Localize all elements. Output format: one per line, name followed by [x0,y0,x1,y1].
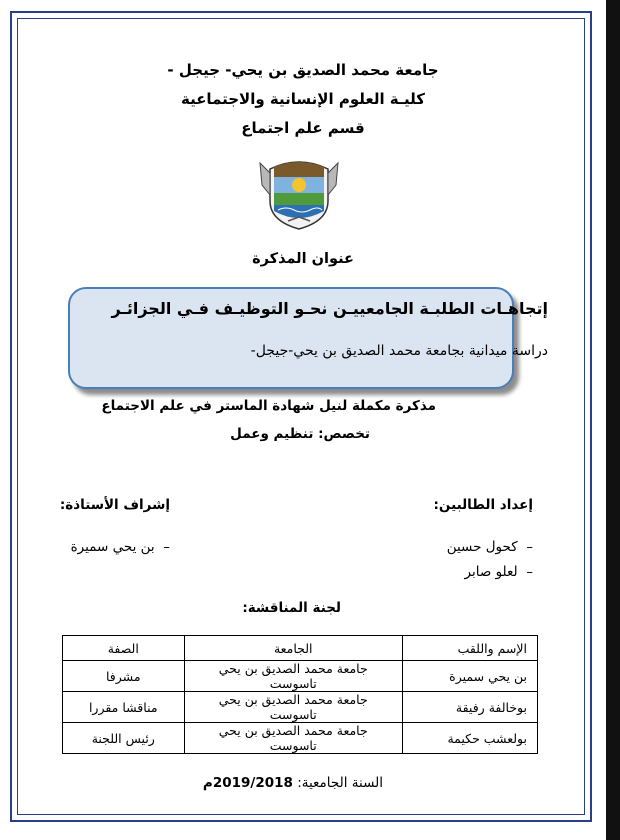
specialty: تخصص: تنظيم وعمل [230,426,370,442]
column-header: الصفة [63,636,185,661]
member-role: مناقشا مقررا [63,692,185,723]
faculty-name: كليـة العلوم الإنسانية والاجتماعية [180,90,426,108]
academic-year-label: السنة الجامعية: [297,775,383,791]
supervisor-name: بن يحي سميرة [70,539,155,555]
member-role: رئيس اللجنة [63,723,185,754]
supervisor-item: – بن يحي سميرة [70,539,170,555]
university-crest-icon [258,155,340,230]
window-edge [606,0,620,840]
student-item: – كحول حسين [446,539,533,555]
university-name: جامعة محمد الصديق بن يحي- جيجل - [167,61,439,79]
thesis-subtitle: دراسة ميدانية بجامعة محمد الصديق بن يحي-جيجل- [250,343,548,359]
academic-year-value: 2019/2018م [202,775,293,791]
member-name: بولعشب حكيمة [402,723,537,754]
member-university: جامعة محمد الصديق بن يحي تاسوست [184,661,402,692]
student-item: – لعلو صابر [464,564,533,580]
thesis-purpose: مذكرة مكملة لنيل شهادة الماستر في علم الاجتماع [101,398,436,414]
committee-label: لجنة المناقشة: [242,600,341,616]
thesis-title: إتجاهـات الطلبـة الجامعييـن نحـو التوظيـف فـي الجزائـر [111,299,548,318]
academic-year [203,775,383,791]
table-row [63,723,538,754]
column-header: الإسم واللقب [402,636,537,661]
member-name: بن يحي سميرة [402,661,537,692]
member-name: بوخالفة رفيقة [402,692,537,723]
students-label: إعداد الطالبين: [433,497,533,513]
student-name: كحول حسين [446,539,518,555]
column-header: الجامعة [184,636,402,661]
member-university: جامعة محمد الصديق بن يحي تاسوست [184,723,402,754]
thesis-title-label: عنوان المذكرة [252,251,354,267]
department-name: قسم علم اجتماع [241,119,365,137]
member-role: مشرفا [63,661,185,692]
member-university: جامعة محمد الصديق بن يحي تاسوست [184,692,402,723]
supervisor-label: إشراف الأستاذة: [59,497,170,513]
table-row [63,692,538,723]
student-name: لعلو صابر [464,564,518,580]
table-row [63,661,538,692]
committee-table [62,635,538,754]
table-header-row [63,636,538,661]
